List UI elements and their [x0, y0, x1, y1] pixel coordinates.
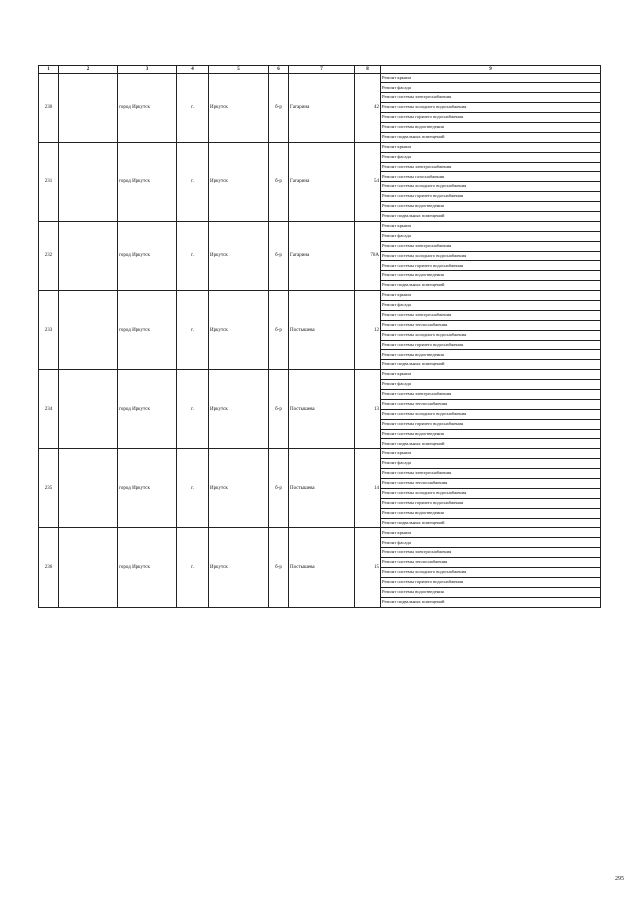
- empty-cell: [59, 528, 118, 607]
- work-type-cell: Ремонт фасада: [381, 152, 601, 162]
- work-type-cell: Ремонт крыши: [381, 73, 601, 83]
- header-cell: 2: [59, 66, 118, 74]
- street-type-cell: б-р: [269, 370, 289, 449]
- city-cell: Иркутск: [209, 221, 269, 290]
- work-type-cell: Ремонт крыши: [381, 528, 601, 538]
- street-type-cell: б-р: [269, 142, 289, 221]
- work-type-cell: Ремонт системы электроснабжения: [381, 390, 601, 400]
- table-body: [39, 73, 601, 607]
- locality-cell: город Иркутск: [118, 142, 177, 221]
- work-type-cell: Ремонт подвальных помещений: [381, 211, 601, 221]
- page-number: 295: [615, 876, 624, 882]
- locality-cell: город Иркутск: [118, 221, 177, 290]
- work-type-cell: Ремонт крыши: [381, 370, 601, 380]
- table-row: [39, 221, 601, 231]
- work-type-cell: Ремонт системы теплоснабжения: [381, 399, 601, 409]
- house-number-cell: 12: [355, 291, 381, 370]
- city-cell: Иркутск: [209, 142, 269, 221]
- work-type-cell: Ремонт системы водоотведения: [381, 587, 601, 597]
- street-cell: Постышева: [289, 291, 355, 370]
- work-type-cell: Ремонт системы теплоснабжения: [381, 479, 601, 489]
- house-number-cell: 15: [355, 528, 381, 607]
- street-type-cell: б-р: [269, 449, 289, 528]
- settlement-type-cell: г.: [177, 73, 209, 142]
- work-type-cell: Ремонт системы электроснабжения: [381, 469, 601, 479]
- work-type-cell: Ремонт системы горячего водоснабжения: [381, 498, 601, 508]
- work-type-cell: Ремонт системы холодного водоснабжения: [381, 251, 601, 261]
- table-row: [39, 142, 601, 152]
- work-type-cell: Ремонт фасада: [381, 231, 601, 241]
- work-type-cell: Ремонт подвальных помещений: [381, 132, 601, 142]
- work-type-cell: Ремонт крыши: [381, 291, 601, 301]
- work-type-cell: Ремонт системы холодного водоснабжения: [381, 103, 601, 113]
- work-type-cell: Ремонт крыши: [381, 449, 601, 459]
- work-type-cell: Ремонт фасада: [381, 300, 601, 310]
- work-type-cell: Ремонт системы электроснабжения: [381, 310, 601, 320]
- work-type-cell: Ремонт системы горячего водоснабжения: [381, 340, 601, 350]
- row-number-cell: 230: [39, 73, 59, 142]
- row-number-cell: 235: [39, 449, 59, 528]
- city-cell: Иркутск: [209, 370, 269, 449]
- work-type-cell: Ремонт системы электроснабжения: [381, 241, 601, 251]
- work-type-cell: Ремонт системы горячего водоснабжения: [381, 261, 601, 271]
- street-cell: Постышева: [289, 449, 355, 528]
- empty-cell: [59, 449, 118, 528]
- work-type-cell: Ремонт системы электроснабжения: [381, 162, 601, 172]
- work-type-cell: Ремонт фасада: [381, 83, 601, 93]
- header-cell: 4: [177, 66, 209, 74]
- settlement-type-cell: г.: [177, 528, 209, 607]
- house-number-cell: 42: [355, 73, 381, 142]
- empty-cell: [59, 370, 118, 449]
- settlement-type-cell: г.: [177, 142, 209, 221]
- header-cell: 5: [209, 66, 269, 74]
- street-cell: Гагарина: [289, 221, 355, 290]
- empty-cell: [59, 142, 118, 221]
- header-cell: 1: [39, 66, 59, 74]
- work-type-cell: Ремонт системы холодного водоснабжения: [381, 568, 601, 578]
- header-cell: 8: [355, 66, 381, 74]
- work-type-cell: Ремонт системы холодного водоснабжения: [381, 182, 601, 192]
- work-type-cell: Ремонт крыши: [381, 142, 601, 152]
- row-number-cell: 231: [39, 142, 59, 221]
- row-number-cell: 234: [39, 370, 59, 449]
- city-cell: Иркутск: [209, 528, 269, 607]
- street-cell: Гагарина: [289, 73, 355, 142]
- work-type-cell: Ремонт подвальных помещений: [381, 518, 601, 528]
- street-cell: Гагарина: [289, 142, 355, 221]
- street-type-cell: б-р: [269, 291, 289, 370]
- street-type-cell: б-р: [269, 221, 289, 290]
- empty-cell: [59, 73, 118, 142]
- header-cell: 7: [289, 66, 355, 74]
- table-row: [39, 73, 601, 83]
- header-cell: 3: [118, 66, 177, 74]
- work-type-cell: Ремонт подвальных помещений: [381, 281, 601, 291]
- work-type-cell: Ремонт системы электроснабжения: [381, 93, 601, 103]
- work-type-cell: Ремонт системы газоснабжения: [381, 172, 601, 182]
- work-type-cell: Ремонт системы электроснабжения: [381, 548, 601, 558]
- work-type-cell: Ремонт системы водоотведения: [381, 350, 601, 360]
- work-type-cell: Ремонт системы горячего водоснабжения: [381, 113, 601, 123]
- work-type-cell: Ремонт системы водоотведения: [381, 508, 601, 518]
- work-type-cell: Ремонт подвальных помещений: [381, 597, 601, 607]
- work-type-cell: Ремонт системы водоотведения: [381, 429, 601, 439]
- locality-cell: город Иркутск: [118, 449, 177, 528]
- work-type-cell: Ремонт подвальных помещений: [381, 439, 601, 449]
- work-type-cell: Ремонт системы водоотведения: [381, 271, 601, 281]
- row-number-cell: 233: [39, 291, 59, 370]
- city-cell: Иркутск: [209, 291, 269, 370]
- city-cell: Иркутск: [209, 73, 269, 142]
- work-type-cell: Ремонт системы холодного водоснабжения: [381, 409, 601, 419]
- house-number-cell: 70А: [355, 221, 381, 290]
- locality-cell: город Иркутск: [118, 370, 177, 449]
- table-row: [39, 370, 601, 380]
- work-type-cell: Ремонт системы водоотведения: [381, 202, 601, 212]
- city-cell: Иркутск: [209, 449, 269, 528]
- work-type-cell: Ремонт системы горячего водоснабжения: [381, 577, 601, 587]
- locality-cell: город Иркутск: [118, 528, 177, 607]
- work-type-cell: Ремонт системы холодного водоснабжения: [381, 488, 601, 498]
- settlement-type-cell: г.: [177, 449, 209, 528]
- work-type-cell: Ремонт системы теплоснабжения: [381, 320, 601, 330]
- work-type-cell: Ремонт системы водоотведения: [381, 122, 601, 132]
- table-row: [39, 528, 601, 538]
- work-type-cell: Ремонт системы холодного водоснабжения: [381, 330, 601, 340]
- house-number-cell: 14: [355, 449, 381, 528]
- settlement-type-cell: г.: [177, 370, 209, 449]
- work-type-cell: Ремонт крыши: [381, 221, 601, 231]
- street-cell: Постышева: [289, 370, 355, 449]
- settlement-type-cell: г.: [177, 291, 209, 370]
- row-number-cell: 236: [39, 528, 59, 607]
- table-row: [39, 449, 601, 459]
- work-type-cell: Ремонт фасада: [381, 459, 601, 469]
- work-type-cell: Ремонт системы горячего водоснабжения: [381, 192, 601, 202]
- settlement-type-cell: г.: [177, 221, 209, 290]
- work-type-cell: Ремонт фасада: [381, 538, 601, 548]
- work-type-cell: Ремонт системы теплоснабжения: [381, 558, 601, 568]
- street-type-cell: б-р: [269, 528, 289, 607]
- street-cell: Постышева: [289, 528, 355, 607]
- empty-cell: [59, 221, 118, 290]
- header-row: [39, 66, 601, 74]
- locality-cell: город Иркутск: [118, 73, 177, 142]
- table-row: [39, 291, 601, 301]
- work-type-cell: Ремонт подвальных помещений: [381, 360, 601, 370]
- house-number-cell: 13: [355, 370, 381, 449]
- work-type-cell: Ремонт системы горячего водоснабжения: [381, 419, 601, 429]
- street-type-cell: б-р: [269, 73, 289, 142]
- header-cell: 6: [269, 66, 289, 74]
- house-number-cell: 54: [355, 142, 381, 221]
- row-number-cell: 232: [39, 221, 59, 290]
- locality-cell: город Иркутск: [118, 291, 177, 370]
- register-table: [38, 65, 601, 608]
- header-cell: 9: [381, 66, 601, 74]
- work-type-cell: Ремонт фасада: [381, 380, 601, 390]
- empty-cell: [59, 291, 118, 370]
